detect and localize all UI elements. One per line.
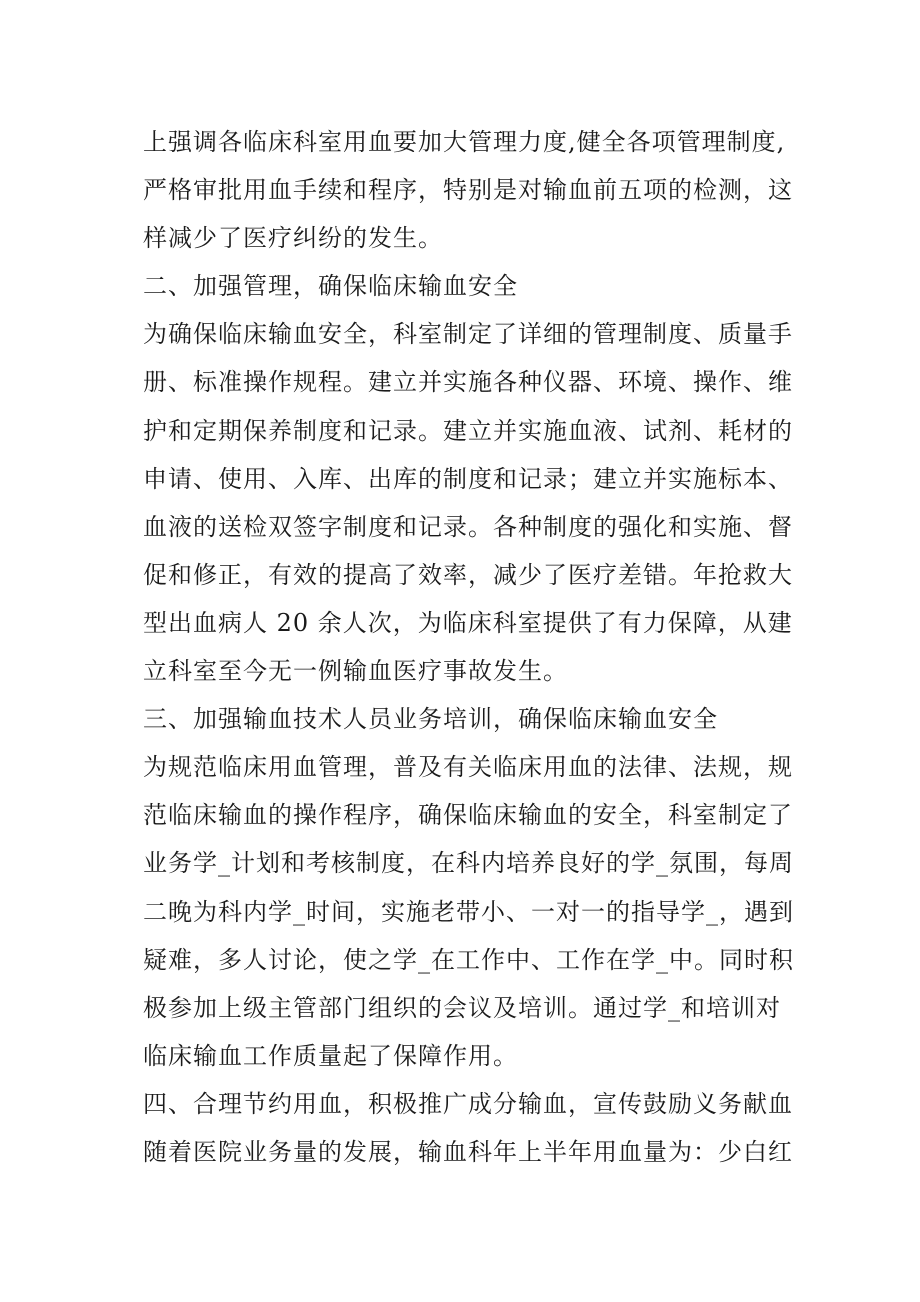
text-line: 业务学_计划和考核制度，在科内培养良好的学_氛围，每周 (143, 849, 794, 878)
text-line: 立科室至今无一例输血医疗事故发生。 (143, 657, 568, 686)
text-line: 促和修正，有效的提高了效率，减少了医疗差错。年抢救大 (143, 560, 793, 589)
text-line: 型出血病人 20 余人次，为临床科室提供了有力保障，从建 (143, 608, 793, 637)
text-line: 上强调各临床科室用血要加大管理力度,健全各项管理制度, (143, 128, 786, 156)
text-line: 临床输血工作质量起了保障作用。 (143, 1041, 518, 1070)
text-line: 护和定期保养制度和记录。建立并实施血液、试剂、耗材的 (143, 416, 793, 445)
text-line: 样减少了医疗纠纷的发生。 (143, 224, 443, 253)
section-heading: 三、加强输血技术人员业务培训，确保临床输血安全 (143, 705, 718, 734)
text-line: 血液的送检双签字制度和记录。各种制度的强化和实施、督 (143, 512, 793, 541)
text-line: 为规范临床用血管理，普及有关临床用血的法律、法规，规 (143, 753, 793, 782)
text-line: 范临床输血的操作程序，确保临床输血的安全，科室制定了 (143, 801, 793, 830)
text-line: 二晚为科内学_时间，实施老带小、一对一的指导学_，遇到 (143, 897, 794, 926)
text-line: 严格审批用血手续和程序，特别是对输血前五项的检测，这 (143, 176, 793, 205)
document-body (143, 118, 823, 1176)
text-line: 极参加上级主管部门组织的会议及培训。通过学_和培训对 (143, 993, 781, 1022)
text-line: 申请、使用、入库、出库的制度和记录；建立并实施标本、 (143, 464, 793, 493)
text-line: 随着医院业务量的发展，输血科年上半年用血量为：少白红 (143, 1137, 793, 1166)
text-line: 为确保临床输血安全，科室制定了详细的管理制度、质量手 (143, 320, 793, 349)
section-heading: 四、合理节约用血，积极推广成分输血，宣传鼓励义务献血 (143, 1089, 793, 1118)
text-line: 册、标准操作规程。建立并实施各种仪器、环境、操作、维 (143, 368, 793, 397)
section-heading: 二、加强管理，确保临床输血安全 (143, 272, 518, 301)
text-line: 疑难，多人讨论，使之学_在工作中、工作在学_中。同时积 (143, 945, 794, 974)
